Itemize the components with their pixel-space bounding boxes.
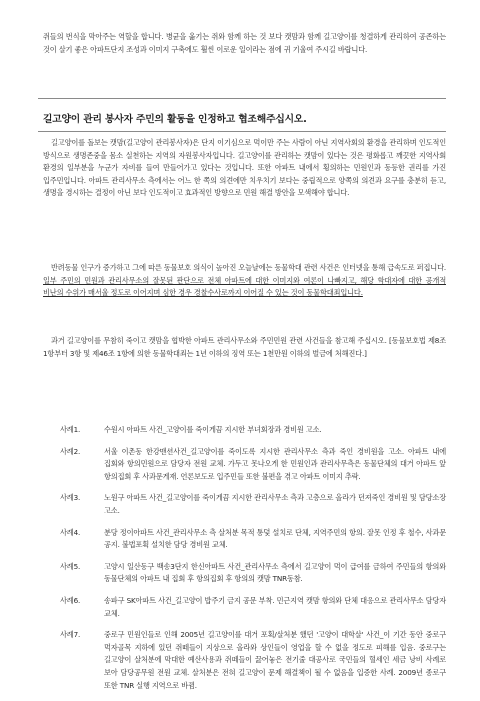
para2-plain: 반려동물 인구가 증가하고 그에 따른 동물보호 의식이 높아진 오늘날에는 동물학대 관련 사건은 인터넷을 통해 급속도로 퍼집니다. <box>51 263 446 272</box>
case-text: 서울 이촌동 한강맨션사건_길고양이를 죽이도록 지시한 관리사무소 측과 죽인 경비원을 고소. 아파트 내에 집회와 항의민원으로 담당자 전원 교체. 가두고 못나오게 한 민원인과 관리사무측은 동물단체의 대거 아파트 앞 항의집회 후 사과문게재. 언론보도로 입주민들 또한 불편을 겪고 아파트 이미지 추락. <box>104 446 446 481</box>
case-text: 중로구 민원인들로 인해 2005년 길고양이를 대거 포획/살처분 했던 '고양이 대학살' 사건_이 기간 동안 중로구 먹자골목 지하에 있던 쥐떼들이 지상으로 올라와 상인들이 영업을 할 수 없을 정도로 피해를 입음. 중로구는 길고양이 살처분에 막대한 예산사용과 쥐떼들이 끓어놓은 전기줄 대공사로 국민들의 혈세인 세금 낭비 사례로 보아 담당공무원 전원 교체. 살처분은 전혀 길고양이 문제 해결책이 될 수 없음을 입증한 사례. 2009년 종로구 또한 TNR 실행 지역으로 바뀜. <box>104 630 446 690</box>
case-label: 사례7. <box>60 630 81 640</box>
case-label: 사례4. <box>60 527 81 537</box>
para1-text: 길고양이를 돌보는 캣맘(길고양이 관리봉사자)은 단지 이기심으로 먹이만 주는 사람이 아닌 지역사회의 환경을 관리하며 인도적인 방식으로 생명존중을 몸소 실천하는 지역의 자원봉사자입니다. 길고양이를 관리하는 캣맘이 있다는 것은 평화롭고 깨끗한 지역사회 환경의 일부분을 누군가 자비를 들여 만들어가고 있다는 것입니다. 또한 아파트 내에서 횡의하는 민원인과 동등한 권리를 가진 입주민입니다. 아파트 관리사무소 측에서는 어느 한 쪽의 의견에만 치우치기 보다는 중립적으로 양쪽의 의견과 요구를 충분히 듣고, 생명을 경시하는 결정이 아닌 보다 인도적이고 효과적인 방향으로 민원 해결 방안을 모색해야 합니다. <box>43 138 446 198</box>
section-heading: 길고양이 관리 봉사자 주민의 활동을 인정하고 협조해주십시오. <box>43 114 307 125</box>
section-paragraph-2 <box>43 262 446 300</box>
para3-text: 과거 길고양이를 무참히 죽이고 캣맘을 협박한 아파트 관리사무소와 주민민원 관련 사건들을 참고해 주십시오. [동물보호법 제8조 1항부터 3항 및 제46조 1항에 의한 동물학대죄는 1년 이하의 징역 또는 1천만원 이하의 벌금에 처해진다.] <box>43 336 446 358</box>
section-paragraph-1 <box>43 137 446 200</box>
case-label: 사례2. <box>60 446 81 456</box>
intro-text: 쥐들의 번식을 막아주는 역할을 합니다. 병균을 옮기는 쥐와 함께 하는 것 보다 캣맘과 함께 길고양이를 청결하게 관리하여 공존하는 것이 살기 좋은 아파트단지 조성과 이미지 구축에도 훨씬 이로운 일이라는 점에 귀 기울여 주시길 바랍니다. <box>43 32 446 54</box>
case-list <box>60 424 446 701</box>
case-item <box>60 629 446 692</box>
case-item <box>60 446 446 484</box>
intro-paragraph <box>43 31 446 56</box>
case-item <box>60 595 446 620</box>
case-item <box>60 561 446 586</box>
case-item <box>60 527 446 552</box>
case-text: 송파구 SK아파트 사건_길고양이 밥주기 금지 공문 부착. 민근지역 캣맘 항의와 단체 대응으로 관리사무소 담당자 교체. <box>104 595 446 618</box>
case-text: 노원구 아파트 사건_길고양이를 죽이게끔 지시한 관리사무소 측과 고층으로 올라가 던져죽인 경비원 및 담당소장 고소. <box>104 493 446 515</box>
case-label: 사례3. <box>60 493 81 503</box>
case-item <box>60 492 446 517</box>
case-text: 수원시 아파트 사건_고양이를 죽이게끔 지시한 부녀회장과 경비원 고소. <box>104 425 322 434</box>
section-top-rule <box>38 98 446 99</box>
case-label: 사례1. <box>60 425 81 434</box>
case-text: 고양시 일산동구 백송3단지 한신아파트 사건_관리사무소 측에서 길고양이 먹이 급여를 금하여 주민들의 항의와 동물단체의 아파트 내 집회 후 항의집회 후 항의의 캣맘 TNR동참. <box>104 561 446 584</box>
case-label: 사례6. <box>60 595 81 605</box>
section-paragraph-3 <box>43 335 446 360</box>
case-item <box>60 424 446 437</box>
section-bottom-rule <box>38 131 446 132</box>
case-label: 사례5. <box>60 561 81 571</box>
para2-underlined: 일부 주민의 민원과 관리사무소의 잘못된 판단으로 전체 아파트에 대한 이미지와 여론이 나빠지고, 해당 학대자에 대한 공개적 비난의 수위가 매서울 정도로 이어지며 심한 경우 경찰수사로까지 이어질 수 있는 것이 동물학대죄입니다. <box>43 275 446 298</box>
para2-text <box>43 262 446 300</box>
case-text: 분당 정이아파트 사건_관리사무소 측 살처분 목적 통덫 설치로 단체, 지역주민의 항의. 잘못 인정 후 철수, 사과문 공지. 불법포획 설치한 담당 경비원 교체. <box>104 527 446 550</box>
